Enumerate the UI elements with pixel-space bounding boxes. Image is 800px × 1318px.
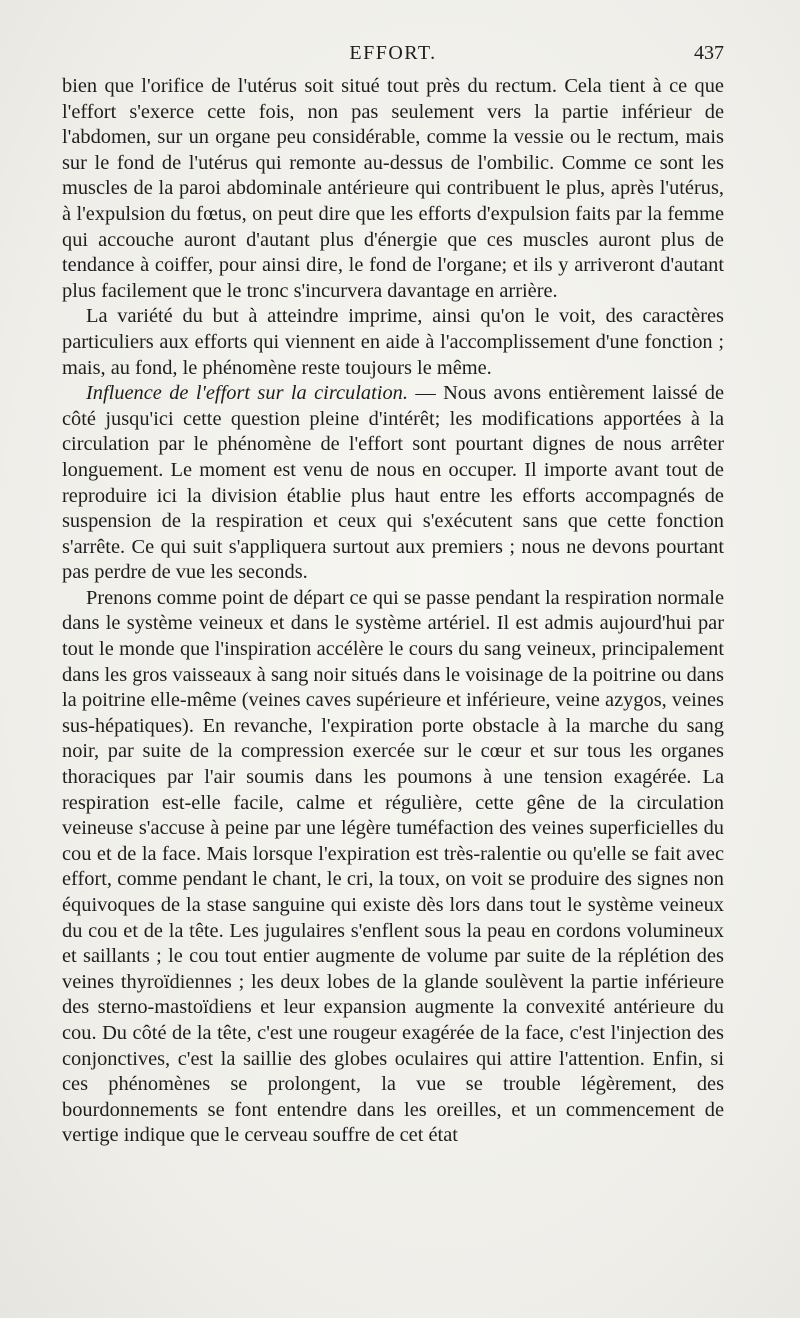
inline-section-heading: Influence de l'effort sur la circulation. bbox=[86, 382, 408, 405]
running-title: EFFORT. bbox=[349, 42, 437, 64]
paragraph: Prenons comme point de départ ce qui se passe pendant la respiration normale dans le système veineux et dans le système artériel. Il est admis aujourd'hui par tout le monde que l'inspiration accélère le cours du sang veineux, principalement dans les gros vaisseaux à sang noir situés dans le voisinage de la poitrine ou dans la poitrine elle-même (veines caves supérieure et inférieure, veine azygos, veines sus-hépatiques). En revanche, l'expiration porte obstacle à la marche du sang noir, par suite de la compression exercée sur le cœur et sur tous les organes thoraciques par l'air soumis dans les poumons à une tension exagérée. La respiration est-elle facile, calme et régulière, cette gêne de la circulation veineuse s'accuse à peine par une légère tuméfaction des veines superficielles du cou et de la face. Mais lorsque l'expiration est très-ralentie ou qu'elle se fait avec effort, comme pendant le chant, le cri, la toux, on voit se produire des signes non équivoques de la stase sanguine qui existe dès lors dans tout le système veineux du cou et de la tête. Les jugulaires s'enflent sous la peau en cordons volumineux et saillants ; le cou tout entier augmente de volume par suite de la réplétion des veines thyroïdiennes ; les deux lobes de la glande soulèvent la partie inférieure des sterno-mastoïdiens et leur expansion augmente la convexité antérieure du cou. Du côté de la tête, c'est une rougeur exagérée de la face, c'est l'injection des conjonctives, c'est la saillie des globes oculaires qui attire l'attention. Enfin, si ces phénomènes se prolongent, la vue se trouble légèrement, des bourdonnements se font entendre dans les oreilles, et un commencement de vertige indique que le cerveau souffre de cet état bbox=[62, 586, 724, 1147]
body-text bbox=[62, 74, 724, 1149]
paragraph-continuation: bien que l'orifice de l'utérus soit situé tout près du rectum. Cela tient à ce que l'effort s'exerce cette fois, non pas seulement vers la partie inférieur de l'abdomen, sur un organe peu considérable, comme la vessie ou le rectum, mais sur le fond de l'utérus qui remonte au-dessus de l'ombilic. Comme ce sont les muscles de la paroi abdominale antérieure qui contribuent le plus, après l'utérus, à l'expulsion du fœtus, on peut dire que les efforts d'expulsion faits par la femme qui accouche auront d'autant plus d'énergie que ces muscles auront plus de tendance à coiffer, pour ainsi dire, le fond de l'organe; et ils y arriveront d'autant plus facilement que le tronc s'incurvera davantage en arrière. bbox=[62, 75, 724, 302]
paragraph-with-heading bbox=[62, 381, 724, 586]
running-head bbox=[62, 42, 724, 72]
paragraph-text: — Nous avons entièrement laissé de côté jusqu'ici cette question pleine d'intérêt; les modifications apportées à la circulation par le phénomène de l'effort sont pourtant dignes de nous arrêter longuement. Le moment est venu de nous en occuper. Il importe avant tout de reproduire ici la division établie plus haut entre les efforts accompagnés de suspension de la respiration et ceux qui s'exécutent sans que cette fonction s'arrête. Ce qui suit s'appliquera surtout aux premiers ; nous ne devons pourtant pas perdre de vue les seconds. bbox=[62, 382, 724, 584]
paragraph: La variété du but à atteindre imprime, ainsi qu'on le voit, des caractères particuliers aux efforts qui viennent en aide à l'accomplissement d'une fonction ; mais, au fond, le phénomène reste toujours le même. bbox=[62, 305, 724, 379]
page-number: 437 bbox=[694, 42, 724, 64]
